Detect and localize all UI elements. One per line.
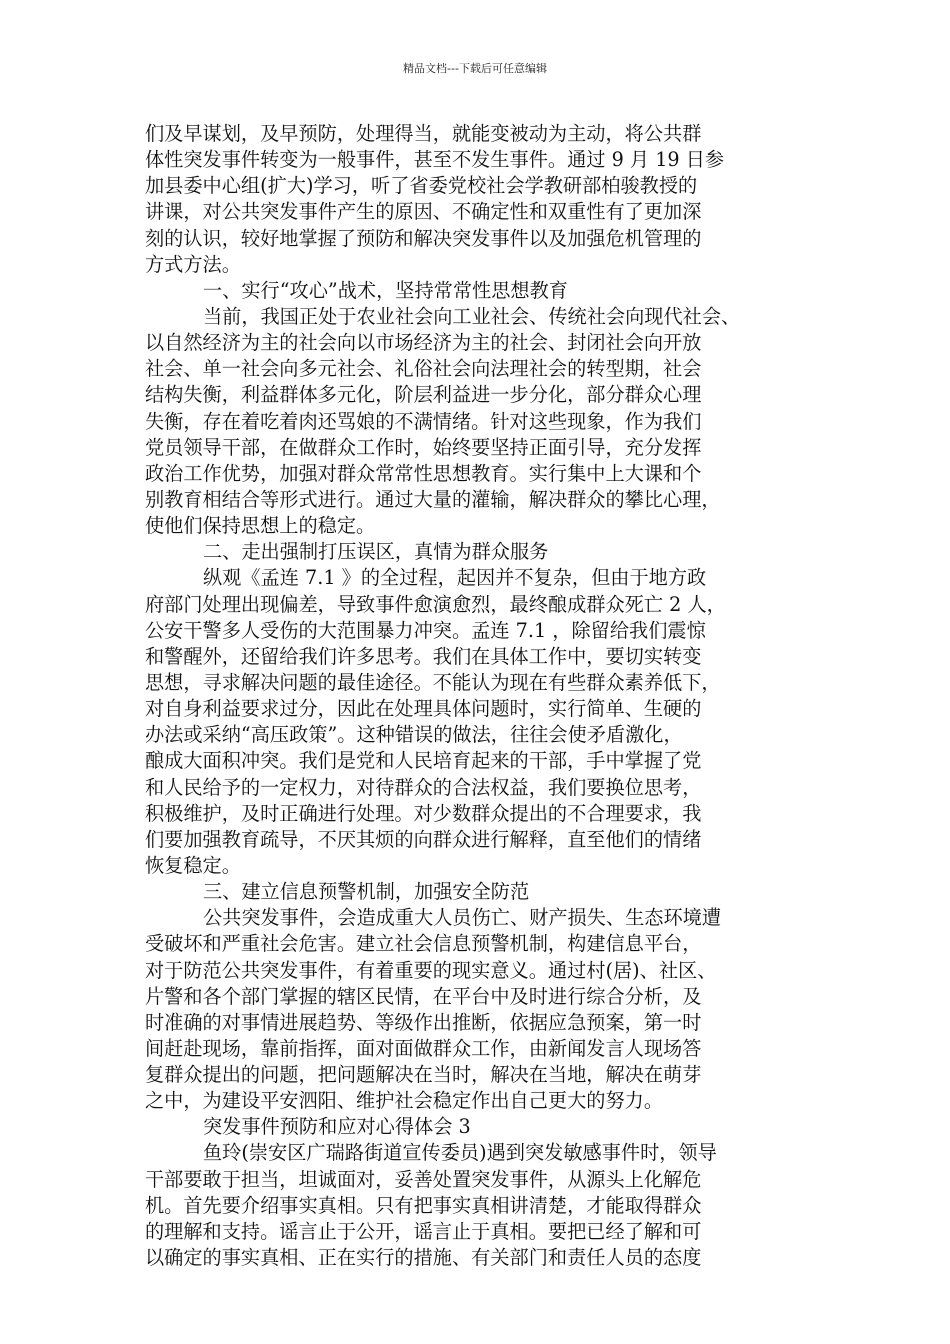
text-line: 的理解和支持。谣言止于公开，谣言止于真相。要把已经了解和可 [145, 1219, 702, 1243]
page-header: 精品文档---下载后可任意编辑 [403, 62, 547, 75]
text-line: 府部门处理出现偏差，导致事件愈演愈烈，最终酿成群众死亡 2 人， [145, 592, 726, 616]
text-line: 和人民给予的一定权力，对待群众的合法权益，我们要换位思考， [145, 775, 702, 799]
text-line: 结构失衡，利益群体多元化，阶层利益进一步分化，部分群众心理 [145, 383, 702, 407]
text-line: 机。首先要介绍事实真相。只有把事实真相讲清楚，才能取得群众 [145, 1193, 702, 1217]
text-line: 受破坏和严重社会危害。建立社会信息预警机制，构建信息平台， [145, 932, 702, 956]
text-line: 方式方法。 [145, 252, 241, 276]
text-line: 之中，为建设平安泗阳、维护社会稳定作出自己更大的努力。 [145, 1089, 664, 1113]
text-line: 办法或采纳“高压政策”。这种错误的做法，往往会使矛盾激化， [145, 723, 683, 747]
text-line: 鱼玲(崇安区广瑞路街道宣传委员)遇到突发敏感事件时，领导 [203, 1141, 717, 1165]
text-line: 和警醒外，还留给我们许多思考。我们在具体工作中，要切实转变 [145, 644, 702, 668]
text-line: 社会、单一社会向多元社会、礼俗社会向法理社会的转型期，社会 [145, 357, 702, 381]
text-line: 片警和各个部门掌握的辖区民情，在平台中及时进行综合分析，及 [145, 984, 702, 1008]
text-line: 酿成大面积冲突。我们是党和人民培育起来的干部，手中掌握了党 [145, 749, 702, 773]
text-line: 恢复稳定。 [145, 853, 241, 877]
text-line: 讲课，对公共突发事件产生的原因、不确定性和双重性有了更加深 [145, 200, 702, 224]
text-line: 们及早谋划，及早预防，处理得当，就能变被动为主动，将公共群 [145, 122, 702, 145]
text-line: 加县委中心组(扩大)学习，听了省委党校社会学教研部柏骏教授的 [145, 174, 698, 198]
text-line: 三、建立信息预警机制，加强安全防范 [203, 880, 530, 904]
text-line: 别教育相结合等形式进行。通过大量的灌输，解决群众的攀比心理， [145, 487, 721, 511]
text-line: 突发事件预防和应对心得体会 3 [203, 1115, 471, 1139]
text-line: 一、实行“攻心”战术，坚持常常性思想教育 [203, 278, 568, 302]
text-line: 时准确的对事情进展趋势、等级作出推断，依据应急预案，第一时 [145, 1010, 702, 1034]
text-line: 政治工作优势，加强对群众常常性思想教育。实行集中上大课和个 [145, 461, 702, 485]
text-line: 失衡，存在着吃着肉还骂娘的不满情绪。针对这些现象，作为我们 [145, 409, 702, 433]
text-line: 党员领导干部，在做群众工作时，始终要坚持正面引导，充分发挥 [145, 435, 702, 459]
text-line: 公安干警多人受伤的大范围暴力冲突。孟连 7.1 ，除留给我们震惊 [145, 618, 706, 642]
text-line: 纵观《孟连 7.1 》的全过程，起因并不复杂，但由于地方政 [203, 566, 707, 590]
text-line: 干部要敢于担当，坦诚面对，妥善处置突发事件，从源头上化解危 [145, 1167, 702, 1191]
text-line: 公共突发事件，会造成重大人员伤亡、财产损失、生态环境遭 [203, 906, 722, 930]
text-line: 积极维护，及时正确进行处理。对少数群众提出的不合理要求，我 [145, 801, 702, 825]
text-line: 复群众提出的问题，把问题解决在当时，解决在当地，解决在萌芽 [145, 1063, 702, 1087]
text-line: 对自身利益要求过分，因此在处理具体问题时，实行简单、生硬的 [145, 697, 702, 721]
document-body [145, 121, 810, 1271]
text-line: 间赶赴现场，靠前指挥，面对面做群众工作，由新闻发言人现场答 [145, 1036, 702, 1060]
text-line: 思想，寻求解决问题的最佳途径。不能认为现在有些群众素养低下， [145, 670, 721, 694]
text-line: 刻的认识，较好地掌握了预防和解决突发事件以及加强危机管理的 [145, 226, 702, 250]
text-line: 体性突发事件转变为一般事件，甚至不发生事件。通过 9 月 19 日参 [145, 148, 725, 172]
text-line: 们要加强教育疏导，不厌其烦的向群众进行解释，直至他们的情绪 [145, 827, 702, 851]
text-line: 二、走出强制打压误区，真情为群众服务 [203, 540, 549, 564]
text-line: 使他们保持思想上的稳定。 [145, 514, 376, 538]
text-line: 以确定的事实真相、正在实行的措施、有关部门和责任人员的态度 [145, 1246, 702, 1270]
text-line: 对于防范公共突发事件，有着重要的现实意义。通过村(居)、社区、 [145, 958, 717, 982]
text-line: 以自然经济为主的社会向以市场经济为主的社会、封闭社会向开放 [145, 331, 702, 355]
text-line: 当前，我国正处于农业社会向工业社会、传统社会向现代社会、 [203, 304, 741, 328]
